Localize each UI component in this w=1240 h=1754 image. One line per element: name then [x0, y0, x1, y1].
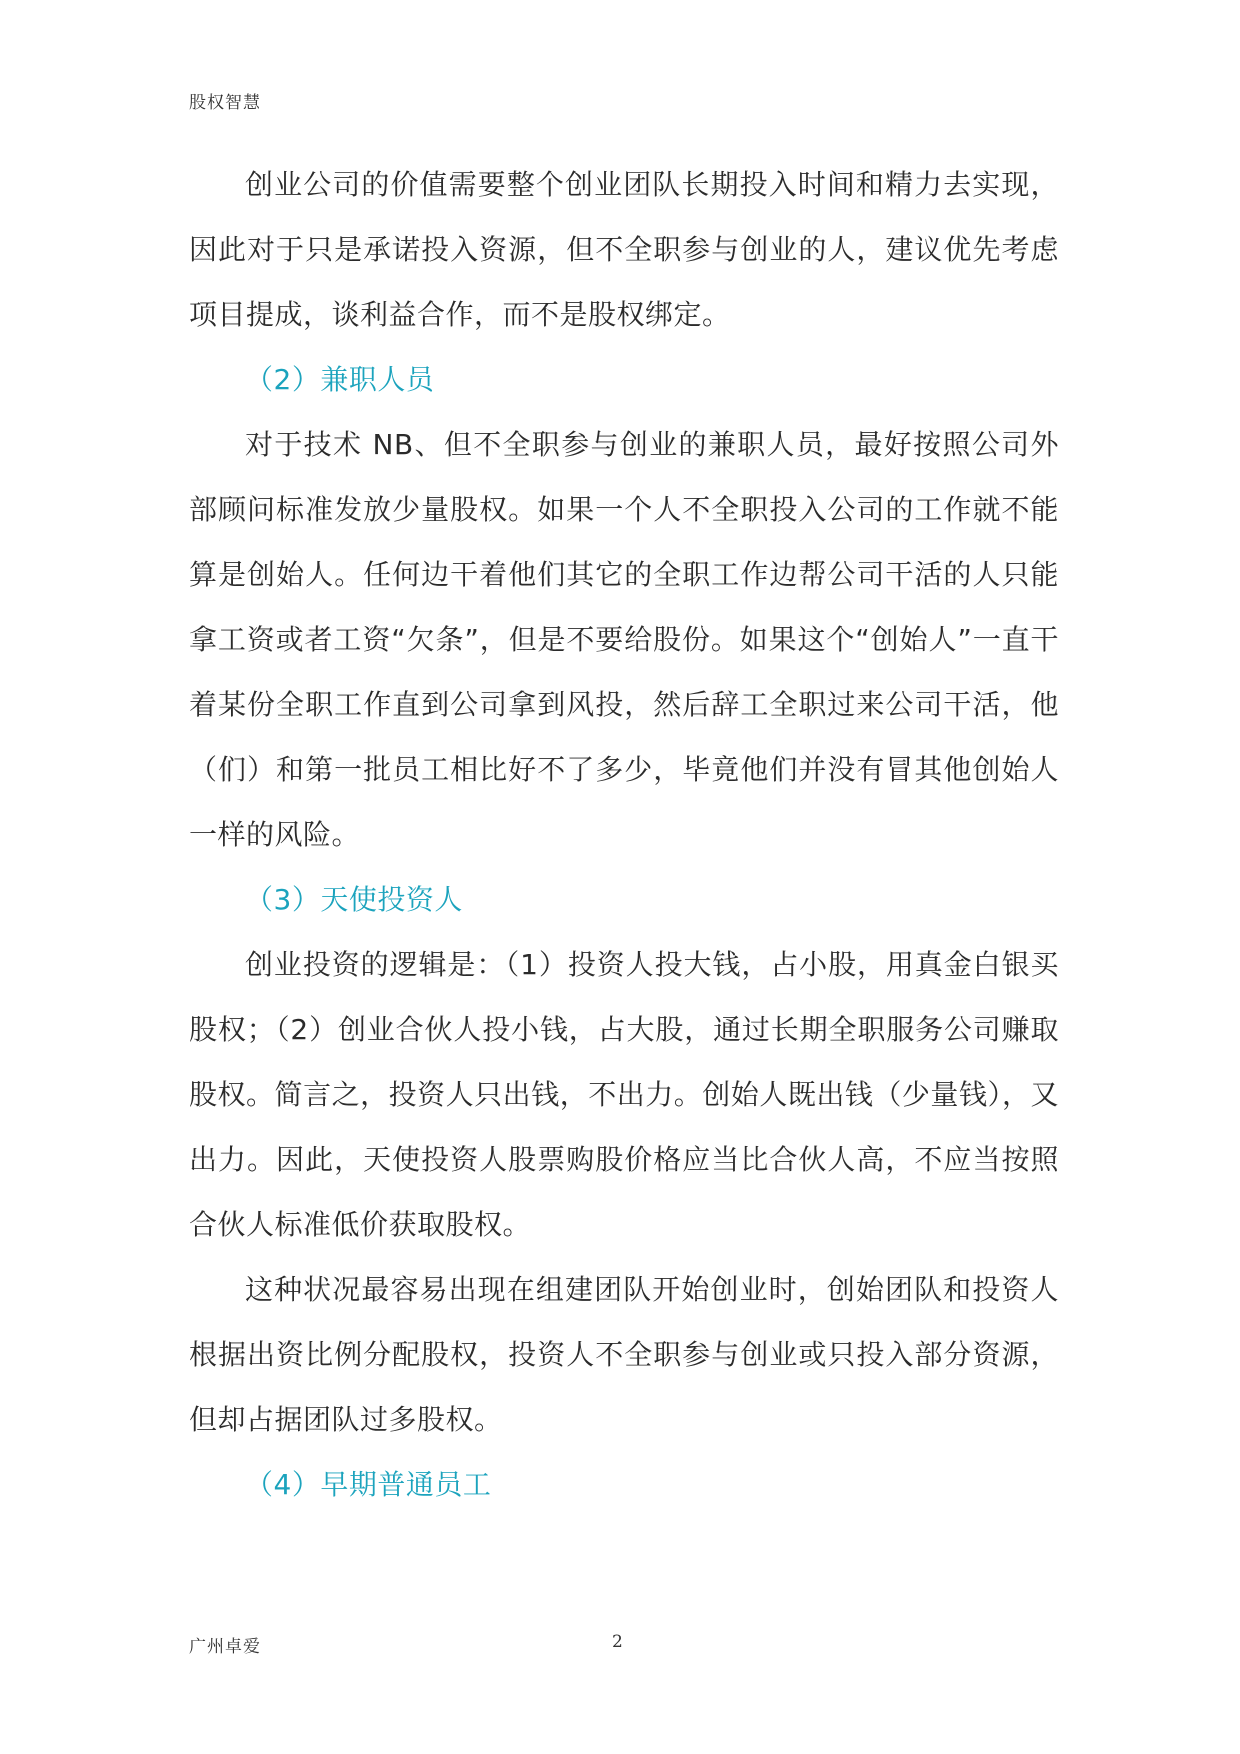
footer-company: 广州卓爱 — [189, 1637, 261, 1657]
paragraph-investment-logic: 创业投资的逻辑是：（1）投资人投大钱，占小股，用真金白银买股权；（2）创业合伙人投小钱，占大股，通过长期全职服务公司赚取股权。简言之，投资人只出钱，不出力。创始人既出钱（少量钱），又出力。因此，天使投资人股票购股价格应当比合伙人高，不应当按照合伙人标准低价获取股权。 — [189, 948, 1059, 1241]
section-heading-part-time: （2）兼职人员 — [245, 363, 435, 396]
section-heading-angel-investor: （3）天使投资人 — [245, 883, 463, 916]
document-body — [189, 152, 1059, 1517]
paragraph-part-time-staff: 对于技术 NB、但不全职参与创业的兼职人员，最好按照公司外部顾问标准发放少量股权。如果一个人不全职投入公司的工作就不能算是创始人。任何边干着他们其它的全职工作边帮公司干活的人只能拿工资或者工资“欠条”，但是不要给股份。如果这个“创始人”一直干着某份全职工作直到公司拿到风投，然后辞工全职过来公司干活，他（们）和第一批员工相比好不了多少，毕竟他们并没有冒其他创始人一样的风险。 — [189, 428, 1059, 851]
paragraph-resource-partners: 创业公司的价值需要整个创业团队长期投入时间和精力去实现，因此对于只是承诺投入资源，但不全职参与创业的人，建议优先考虑项目提成，谈利益合作，而不是股权绑定。 — [189, 168, 1059, 331]
page-header-title: 股权智慧 — [189, 93, 261, 113]
page-number: 2 — [612, 1632, 623, 1652]
section-heading-early-employees: （4）早期普通员工 — [245, 1468, 492, 1501]
paragraph-common-situation: 这种状况最容易出现在组建团队开始创业时，创始团队和投资人根据出资比例分配股权，投资人不全职参与创业或只投入部分资源，但却占据团队过多股权。 — [189, 1273, 1059, 1436]
